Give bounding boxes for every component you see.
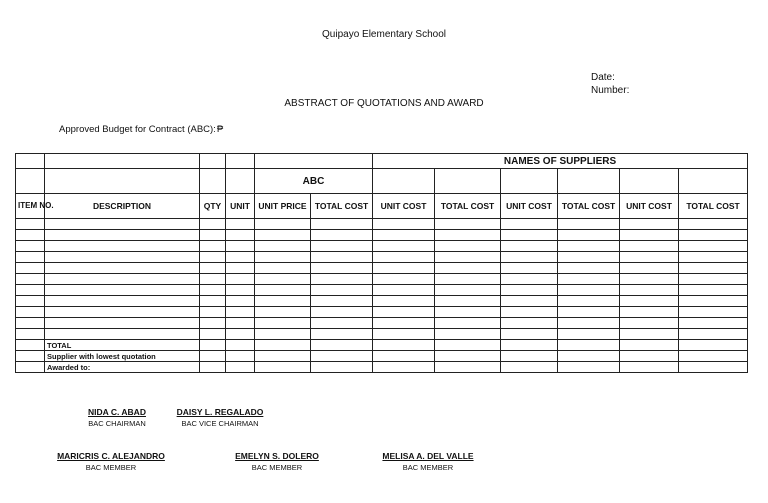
signatory-bac-chairman (72, 407, 162, 428)
number-label: Number: (591, 85, 630, 96)
blank-cell (501, 285, 558, 296)
blank-cell (311, 307, 373, 318)
blank-cell (255, 318, 311, 329)
blank-cell (200, 241, 226, 252)
blank-cell (255, 241, 311, 252)
blank-cell (200, 329, 226, 340)
signatory-bac-member-2 (223, 451, 331, 472)
blank-cell (620, 307, 679, 318)
blank-cell (200, 219, 226, 230)
blank-cell (620, 318, 679, 329)
blank-cell (679, 252, 748, 263)
blank-cell (558, 230, 620, 241)
peso-sign: ₱ (216, 124, 224, 135)
signatory-role: BAC CHAIRMAN (88, 419, 146, 428)
blank-cell (255, 219, 311, 230)
blank-cell (679, 285, 748, 296)
blank-cell (501, 274, 558, 285)
blank-cell (16, 263, 45, 274)
blank-cell (311, 263, 373, 274)
school-name: Quipayo Elementary School (322, 29, 446, 40)
column-header: UNIT PRICE (255, 194, 311, 219)
blank-cell (200, 318, 226, 329)
blank-cell (16, 318, 45, 329)
blank-cell (373, 274, 435, 285)
column-header-row (16, 194, 748, 219)
blank-cell (435, 241, 501, 252)
blank-cell (255, 263, 311, 274)
signatory-name: DAISY L. REGALADO (176, 407, 264, 417)
signatory-name: MARICRIS C. ALEJANDRO (57, 451, 165, 461)
blank-item-row (16, 252, 748, 263)
blank-item-row (16, 296, 748, 307)
blank-cell (373, 296, 435, 307)
signatory-role: BAC VICE CHAIRMAN (181, 419, 259, 428)
blank-cell (226, 252, 255, 263)
blank-cell (501, 329, 558, 340)
blank-cell (200, 274, 226, 285)
blank-cell (679, 318, 748, 329)
blank-cell (435, 329, 501, 340)
blank-item-row (16, 285, 748, 296)
blank-cell (311, 252, 373, 263)
column-header: UNIT COST (373, 194, 435, 219)
blank-cell (501, 296, 558, 307)
blank-cell (226, 318, 255, 329)
signatory-role: BAC MEMBER (85, 463, 137, 472)
blank-cell (45, 219, 200, 230)
blank-cell (679, 263, 748, 274)
blank-cell (435, 296, 501, 307)
blank-cell (45, 274, 200, 285)
blank-cell (200, 285, 226, 296)
blank-cell (16, 329, 45, 340)
blank-cell (558, 307, 620, 318)
blank-cell (435, 230, 501, 241)
blank-cell (16, 274, 45, 285)
blank-cell (226, 219, 255, 230)
blank-cell (620, 252, 679, 263)
blank-cell (226, 329, 255, 340)
signatory-bac-member-3 (372, 451, 484, 472)
blank-cell (373, 230, 435, 241)
blank-cell (200, 263, 226, 274)
column-header: UNIT COST (501, 194, 558, 219)
blank-cell (501, 230, 558, 241)
blank-cell (226, 274, 255, 285)
awarded-to-label: Awarded to: (45, 362, 200, 373)
blank-cell (255, 307, 311, 318)
blank-cell (226, 241, 255, 252)
blank-cell (45, 241, 200, 252)
blank-cell (373, 263, 435, 274)
blank-cell (679, 241, 748, 252)
blank-cell (16, 252, 45, 263)
blank-cell (200, 307, 226, 318)
blank-cell (558, 296, 620, 307)
blank-cell (501, 318, 558, 329)
blank-cell (679, 307, 748, 318)
blank-cell (311, 241, 373, 252)
blank-cell (373, 307, 435, 318)
signatory-name: NIDA C. ABAD (88, 407, 146, 417)
blank-cell (311, 274, 373, 285)
blank-cell (311, 329, 373, 340)
names-of-suppliers-header: NAMES OF SUPPLIERS (373, 154, 748, 169)
blank-cell (226, 285, 255, 296)
blank-cell (501, 307, 558, 318)
document-title: ABSTRACT OF QUOTATIONS AND AWARD (284, 98, 484, 109)
blank-cell (558, 241, 620, 252)
blank-cell (435, 219, 501, 230)
blank-cell (311, 219, 373, 230)
blank-cell (45, 329, 200, 340)
blank-cell (16, 307, 45, 318)
blank-cell (226, 296, 255, 307)
blank-cell (45, 318, 200, 329)
column-header: DESCRIPTION (45, 194, 200, 219)
column-header: UNIT COST (620, 194, 679, 219)
blank-cell (311, 285, 373, 296)
approved-budget-label: Approved Budget for Contract (ABC): (59, 124, 216, 135)
blank-cell (45, 252, 200, 263)
signatory-name: EMELYN S. DOLERO (235, 451, 319, 461)
signatory-role: BAC MEMBER (402, 463, 454, 472)
blank-cell (558, 318, 620, 329)
blank-cell (435, 307, 501, 318)
blank-cell (16, 219, 45, 230)
blank-item-row (16, 307, 748, 318)
blank-cell (558, 329, 620, 340)
blank-cell (373, 252, 435, 263)
total-label: TOTAL (45, 340, 200, 351)
blank-cell (435, 263, 501, 274)
awarded-to-row (16, 362, 748, 373)
blank-cell (620, 219, 679, 230)
blank-item-row (16, 241, 748, 252)
blank-cell (620, 274, 679, 285)
date-label: Date: (591, 72, 615, 83)
blank-cell (16, 241, 45, 252)
blank-cell (255, 285, 311, 296)
column-header: TOTAL COST (679, 194, 748, 219)
blank-cell (620, 263, 679, 274)
blank-cell (200, 296, 226, 307)
quotation-table (15, 153, 748, 373)
signatory-bac-member-1 (50, 451, 172, 472)
blank-cell (435, 318, 501, 329)
blank-cell (620, 230, 679, 241)
blank-cell (16, 230, 45, 241)
blank-cell (435, 274, 501, 285)
blank-cell (45, 296, 200, 307)
blank-cell (558, 274, 620, 285)
blank-cell (255, 274, 311, 285)
blank-cell (558, 285, 620, 296)
blank-cell (255, 329, 311, 340)
table-header-row (16, 169, 748, 194)
blank-cell (435, 285, 501, 296)
column-header: ITEM NO. (16, 194, 45, 219)
blank-item-row (16, 274, 748, 285)
blank-cell (16, 296, 45, 307)
blank-cell (16, 285, 45, 296)
blank-cell (226, 263, 255, 274)
blank-cell (311, 296, 373, 307)
blank-cell (558, 219, 620, 230)
blank-cell (255, 252, 311, 263)
blank-cell (679, 274, 748, 285)
column-header: QTY (200, 194, 226, 219)
blank-cell (558, 252, 620, 263)
blank-item-row (16, 329, 748, 340)
column-header: TOTAL COST (558, 194, 620, 219)
abc-group-header: ABC (255, 169, 373, 194)
lowest-quotation-label: Supplier with lowest quotation (45, 351, 200, 362)
column-header: TOTAL COST (311, 194, 373, 219)
blank-cell (620, 285, 679, 296)
blank-cell (45, 307, 200, 318)
blank-cell (45, 285, 200, 296)
signatory-bac-vice-chairman (170, 407, 270, 428)
blank-item-row (16, 263, 748, 274)
blank-item-row (16, 230, 748, 241)
blank-cell (620, 241, 679, 252)
column-header: TOTAL COST (435, 194, 501, 219)
total-row (16, 340, 748, 351)
blank-cell (373, 219, 435, 230)
blank-cell (435, 252, 501, 263)
blank-cell (620, 296, 679, 307)
blank-cell (679, 219, 748, 230)
blank-cell (373, 318, 435, 329)
blank-item-row (16, 219, 748, 230)
blank-item-row (16, 318, 748, 329)
blank-cell (311, 230, 373, 241)
blank-cell (558, 263, 620, 274)
blank-cell (373, 241, 435, 252)
blank-cell (501, 241, 558, 252)
blank-cell (679, 296, 748, 307)
lowest-quotation-row (16, 351, 748, 362)
blank-cell (679, 329, 748, 340)
blank-cell (620, 329, 679, 340)
column-header: UNIT (226, 194, 255, 219)
blank-cell (311, 318, 373, 329)
signatory-name: MELISA A. DEL VALLE (382, 451, 474, 461)
blank-cell (501, 252, 558, 263)
blank-cell (501, 219, 558, 230)
blank-cell (45, 263, 200, 274)
table-header-row (16, 154, 748, 169)
blank-cell (373, 285, 435, 296)
blank-cell (45, 230, 200, 241)
blank-cell (200, 230, 226, 241)
blank-cell (501, 263, 558, 274)
blank-cell (226, 307, 255, 318)
blank-cell (679, 230, 748, 241)
blank-cell (255, 296, 311, 307)
blank-cell (200, 252, 226, 263)
blank-cell (255, 230, 311, 241)
blank-cell (226, 230, 255, 241)
approved-budget-line (59, 124, 223, 135)
blank-cell (373, 329, 435, 340)
signatory-role: BAC MEMBER (251, 463, 303, 472)
